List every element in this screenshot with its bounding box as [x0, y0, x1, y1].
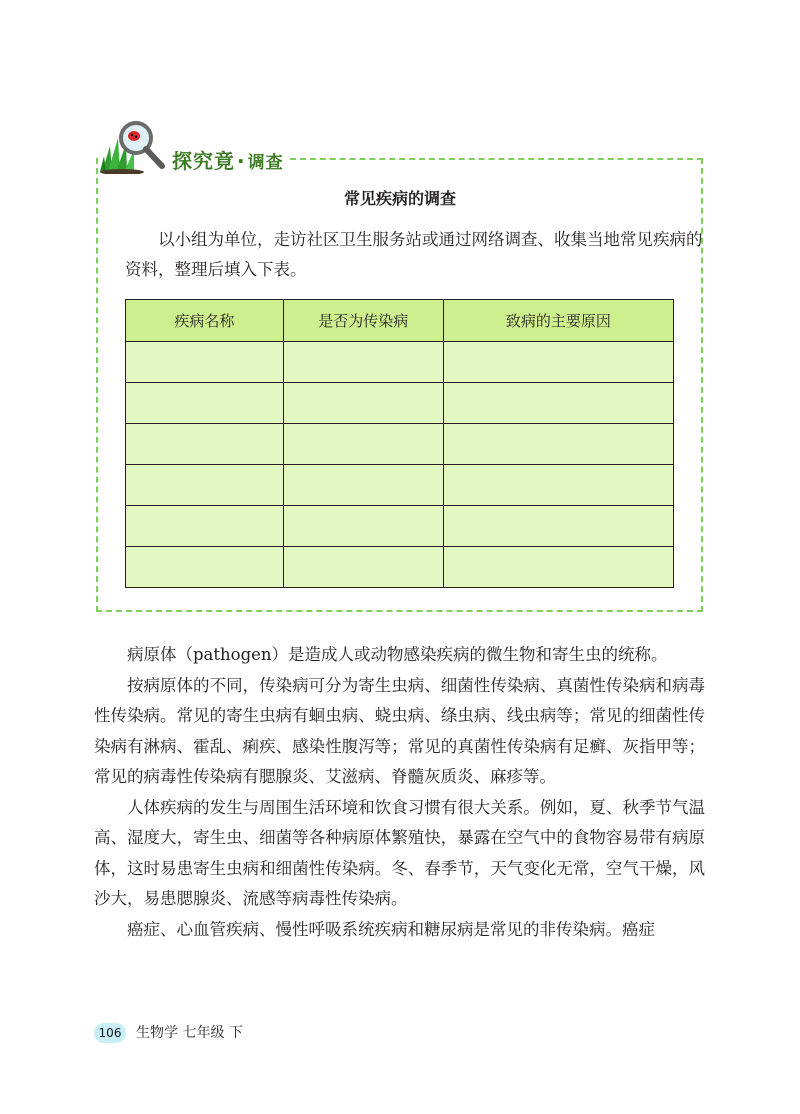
body-text	[94, 640, 705, 945]
table-header-cell: 致病的主要原因	[443, 300, 673, 342]
table-cell	[126, 424, 284, 465]
table-cell	[126, 383, 284, 424]
section-title: 探究竟	[172, 149, 235, 173]
table-cell	[283, 506, 443, 547]
table-cell	[443, 547, 673, 588]
table-row	[126, 383, 674, 424]
section-subtitle: 调查	[247, 153, 284, 173]
table-header-cell: 疾病名称	[126, 300, 284, 342]
table-row	[126, 424, 674, 465]
table-cell	[283, 465, 443, 506]
table-row	[126, 547, 674, 588]
paragraph: 病原体（pathogen）是造成人或动物感染疾病的微生物和寄生虫的统称。	[127, 645, 668, 664]
table-cell	[443, 383, 673, 424]
table-cell	[283, 547, 443, 588]
table-cell	[126, 465, 284, 506]
paragraph: 按病原体的不同，传染病可分为寄生虫病、细菌性传染病、真菌性传染病和病毒性传染病。常见的寄生虫病有蛔虫病、蛲虫病、绦虫病、线虫病等；常见的细菌性传染病有淋病、霍乱、痢疾、感染性腹泻等；常见的真菌性传染病有足癣、灰指甲等；常见的病毒性传染病有腮腺炎、艾滋病、脊髓灰质炎、麻疹等。	[94, 675, 705, 786]
table-row	[126, 506, 674, 547]
separator-dot: ·	[237, 149, 246, 173]
table-cell	[443, 424, 673, 465]
box-instruction: 以小组为单位，走访社区卫生服务站或通过网络调查、收集当地常见疾病的资料，整理后填入下表。	[125, 230, 703, 279]
table-header-row	[126, 300, 674, 342]
table-cell	[126, 506, 284, 547]
table-cell	[443, 506, 673, 547]
table-cell	[443, 465, 673, 506]
page-number: 106	[94, 1023, 126, 1043]
book-title: 生物学 七年级 下	[136, 1025, 243, 1041]
table-cell	[283, 424, 443, 465]
paragraph: 人体疾病的发生与周围生活环境和饮食习惯有很大关系。例如，夏、秋季节气温高、湿度大，寄生虫、细菌等各种病原体繁殖快，暴露在空气中的食物容易带有病原体，这时易患寄生虫病和细菌性传染病。冬、春季节，天气变化无常，空气干燥，风沙大，易患腮腺炎、流感等病毒性传染病。	[94, 797, 705, 908]
survey-table	[125, 299, 674, 588]
table-cell	[283, 342, 443, 383]
table-cell	[443, 342, 673, 383]
table-row	[126, 465, 674, 506]
table-cell	[283, 383, 443, 424]
table-cell	[126, 342, 284, 383]
box-title: 常见疾病的调查	[343, 189, 456, 208]
table-row	[126, 342, 674, 383]
table-cell	[126, 547, 284, 588]
table-header-cell: 是否为传染病	[283, 300, 443, 342]
paragraph: 癌症、心血管疾病、慢性呼吸系统疾病和糖尿病是常见的非传染病。癌症	[127, 919, 655, 939]
